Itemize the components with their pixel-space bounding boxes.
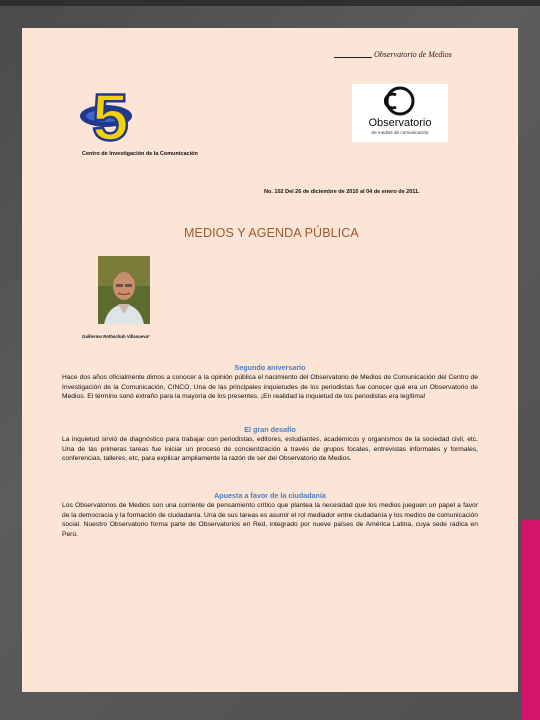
observatorio-logo-subtitle: de medios de comunicación [371, 130, 429, 135]
cinco-logo-icon [80, 82, 144, 146]
issue-number: No. 102 Del 26 de diciembre de 2010 al 04 de enero de 2011. [264, 189, 420, 195]
article-heading-2: El gran desafío [244, 425, 296, 434]
article-heading-3: Apuesta a favor de la ciudadanía [214, 491, 326, 500]
section-title: MEDIOS Y AGENDA PÚBLICA [184, 226, 359, 240]
magenta-accent-strip [522, 520, 540, 720]
observatorio-circles-icon [352, 84, 448, 118]
article-body-3: Los Observatorios de Medios son una corriente de pensamiento crítico que plantea la necesidad que los medios jueguen un papel a favor de la democracia y la formación de ciudadanía. Una de sus tareas es asumir el rol mediador entre ciudadanía y los medios de comunicación social. Nuestro Observatorio forma parte de Observatorios en Red, integrado por nueve países de América Latina, cuya sede radica en Perú. [62, 502, 478, 538]
top-bar [0, 0, 540, 6]
observatorio-logo [352, 84, 448, 142]
article-heading-1: Segundo aniversario [234, 363, 306, 372]
document-page [22, 28, 518, 692]
header-title: Observatorio de Medios [374, 50, 452, 59]
author-caption: Guillermo Rothschuh Villanueva* [82, 334, 150, 339]
article-body-1: Hace dos años oficialmente dimos a conocer a la opinión pública el nacimiento del Observatorio de Medios de Comunicación del Centro de Investigación de la Comunicación, CINCO. Una de las principales inquietudes de los periodistas fue conocer qué era un Observatorio de Medios. El término sonó extraño para la mayoría de los presentes. ¡En realidad la inquietud de los periodistas era legítima! [62, 374, 478, 401]
observatorio-logo-word: Observatorio [368, 117, 432, 129]
article-body-2: La inquietud sirvió de diagnóstico para trabajar con periodistas, editores, estudiantes, académicos y organismos de la sociedad civil, etc. Una de las primeras tareas fue iniciar un proceso de concientización a través de grupos focales, entrevistas informales y formales, conferencias, talleres, etc, para explicar ampliamente la razón de ser del Observatorio de Medios. [62, 436, 478, 463]
header-rule [334, 57, 372, 58]
cinco-logo-numeral: 5 [92, 82, 129, 146]
institution-name: Centro de Investigación de la Comunicación [82, 151, 198, 157]
author-photo [98, 256, 150, 324]
